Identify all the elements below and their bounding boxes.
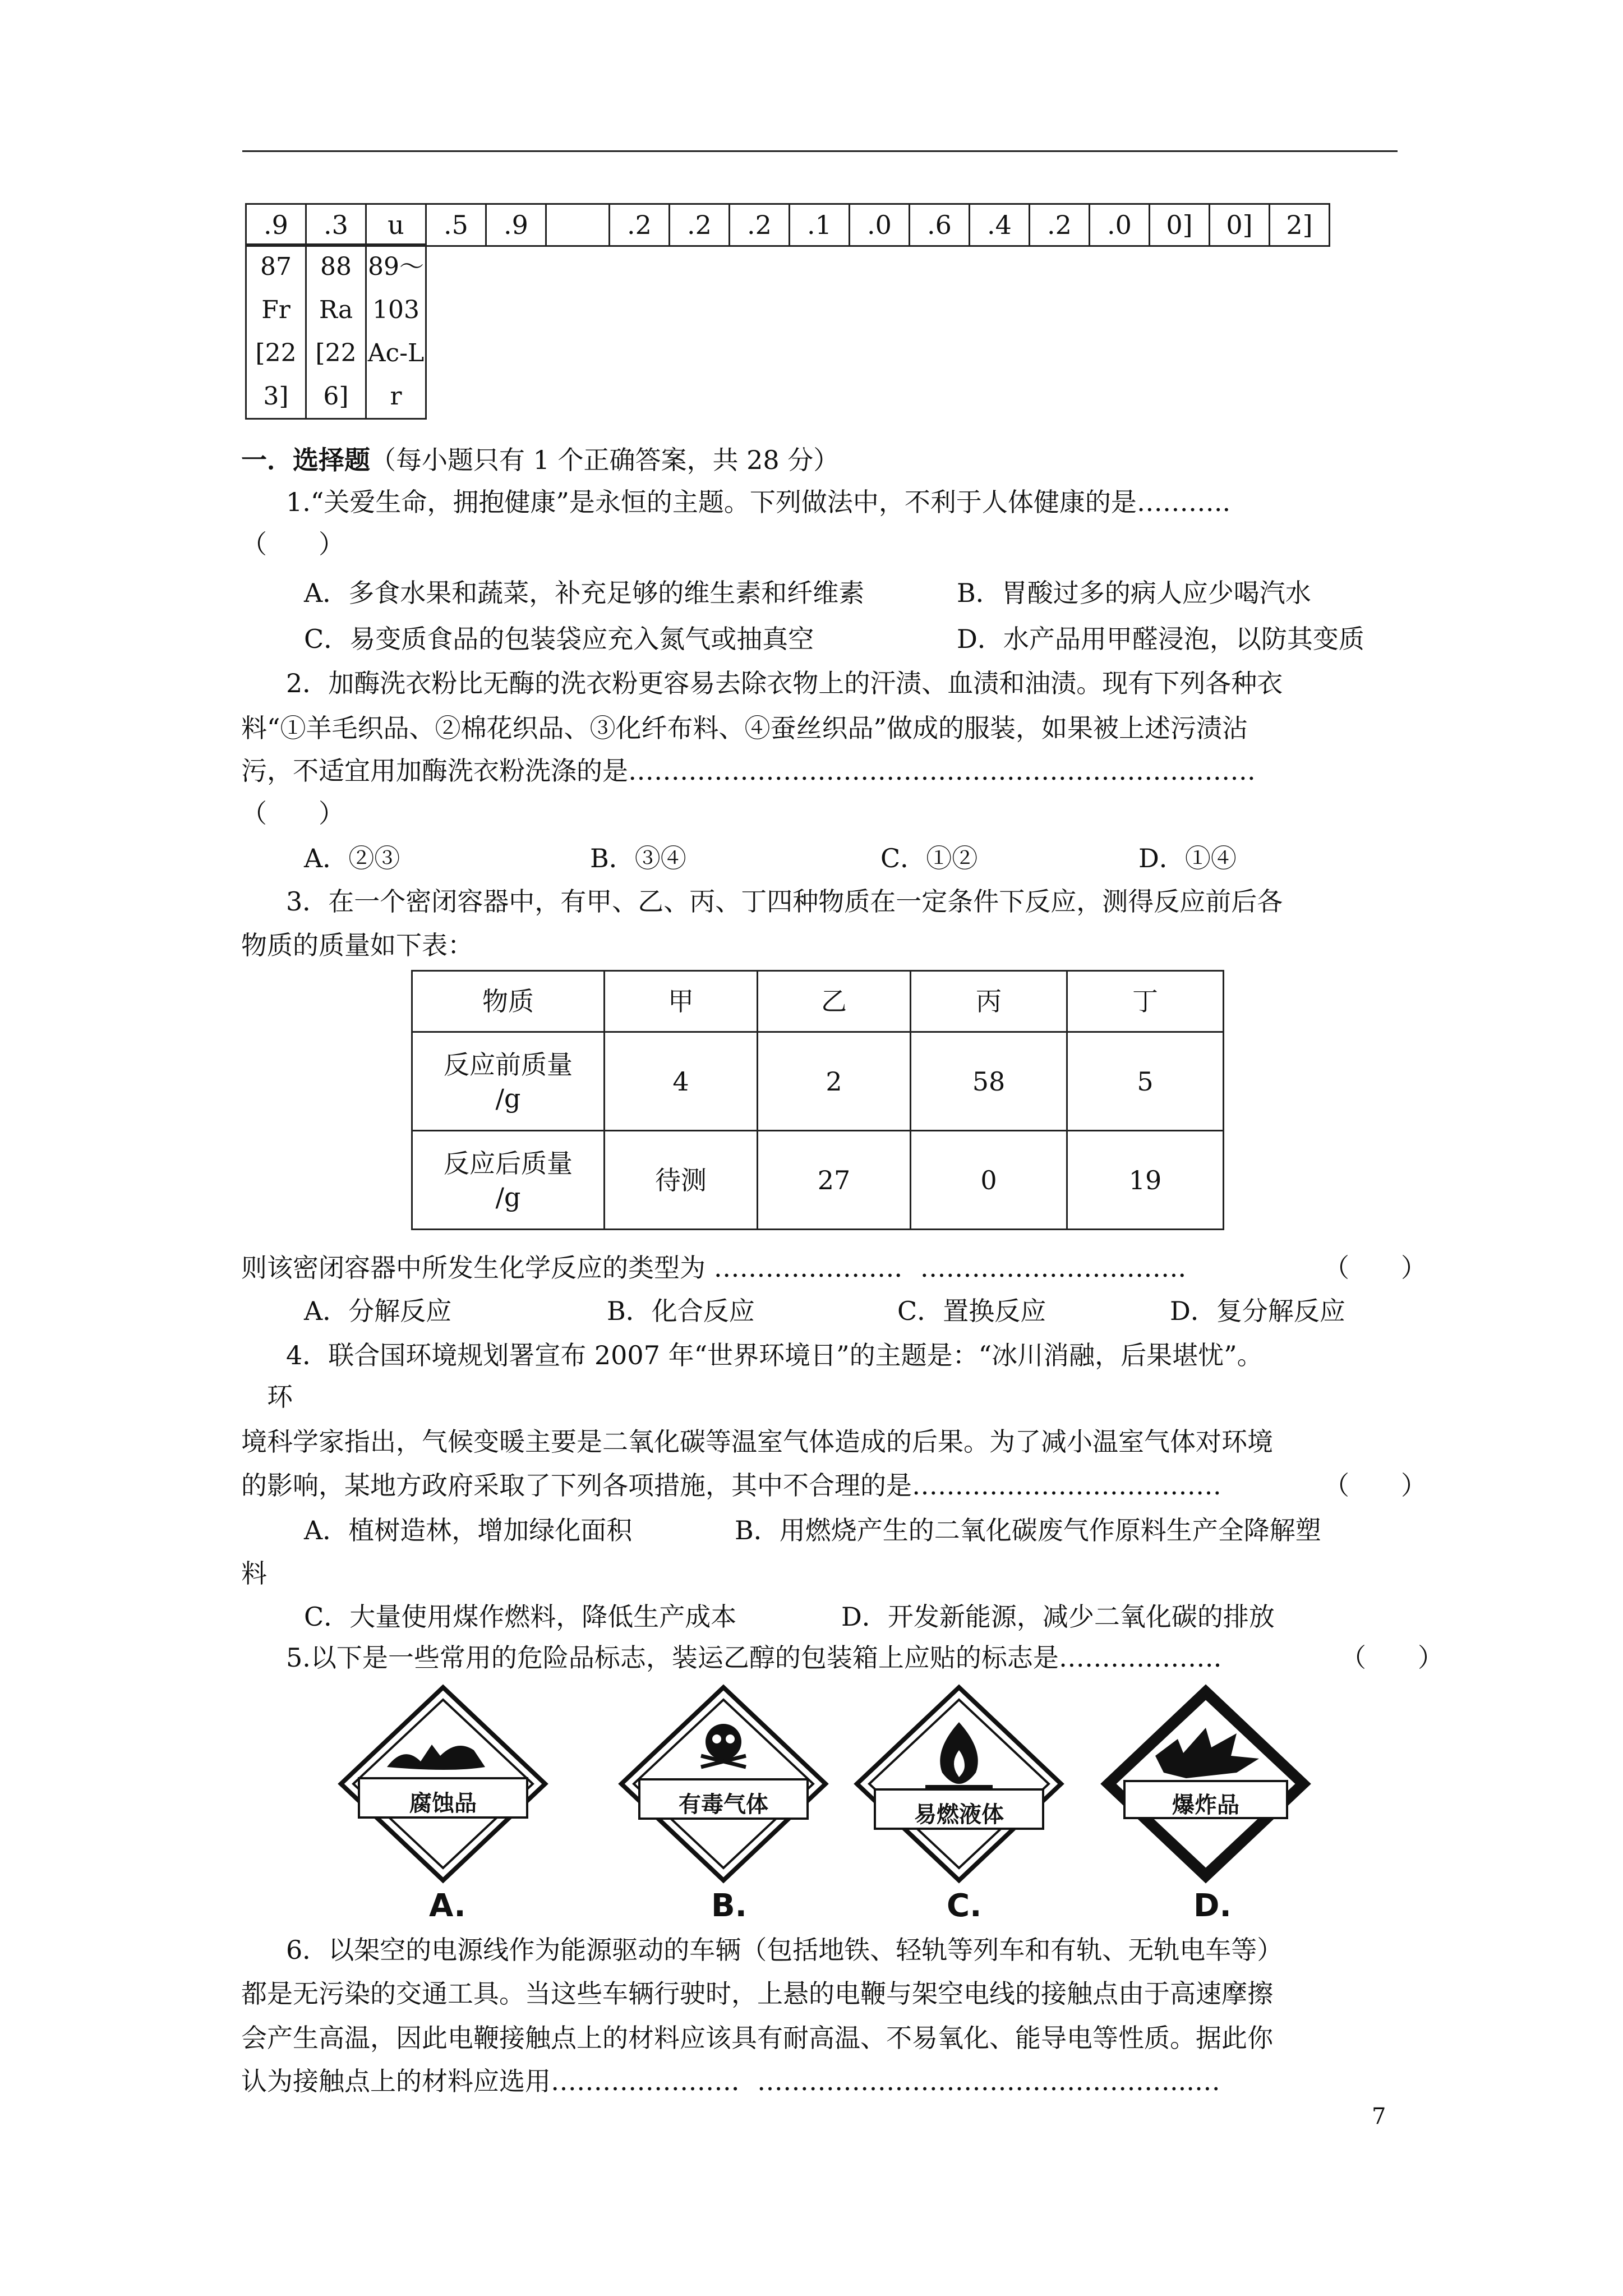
table-cell: 19	[1067, 1131, 1224, 1230]
q3-question: 则该密闭容器中所发生化学反应的类型为 …………………．…………………………．	[241, 1253, 1204, 1283]
q2-paren: （ ）	[241, 798, 344, 829]
pt-cell: .0	[850, 204, 910, 246]
q4-paren: （ ）	[1324, 1470, 1427, 1501]
q2-line1: 2．加酶洗衣粉比无酶的洗衣粉更容易去除衣物上的汗渍、血渍和油渍。现有下列各种衣	[286, 668, 1283, 698]
q6-line1: 6．以架空的电源线作为能源驱动的车辆（包括地铁、轻轨等列车和有轨、无轨电车等）	[286, 1935, 1283, 1965]
q3-paren: （ ）	[1324, 1253, 1427, 1283]
q4-line3: 的影响，某地方政府采取了下列各项措施，其中不合理的是………………………………	[241, 1470, 1221, 1501]
pt-cell-ra: 88 Ra [22 6]	[306, 245, 366, 419]
q2-option-c: C．①②	[880, 843, 978, 873]
q1-stem: 1.“关爱生命，拥抱健康”是永恒的主题。下列做法中，不利于人体健康的是………..	[286, 487, 1231, 517]
periodic-table-row	[245, 203, 1330, 247]
q5-stem: 5.以下是一些常用的危险品标志，装运乙醇的包装箱上应贴的标志是………………．	[286, 1642, 1239, 1673]
pt-cell: .2	[670, 204, 730, 246]
pt-cell: .1	[790, 204, 850, 246]
pt-cell	[546, 204, 610, 246]
pt-cell-fr: 87 Fr [22 3]	[246, 245, 306, 419]
pt-cell: .6	[910, 204, 970, 246]
table-cell: 2	[758, 1032, 911, 1131]
pt-cell: .4	[970, 204, 1030, 246]
header-rule	[242, 150, 1398, 152]
pt-cell: .2	[1030, 204, 1090, 246]
table-header: 物质	[412, 971, 605, 1032]
pt-cell-aclr: 89～ 103 Ac-L r	[366, 245, 426, 419]
table-header: 甲	[605, 971, 758, 1032]
q4-option-b-cont: 料	[241, 1558, 267, 1589]
table-row	[412, 1032, 1224, 1131]
pt-cell: .3	[306, 204, 366, 246]
q6-line2: 都是无污染的交通工具。当这些车辆行驶时，上悬的电鞭与架空电线的接触点由于高速摩擦	[241, 1978, 1273, 2009]
pt-cell: .0	[1090, 204, 1150, 246]
pt-cell: .9	[246, 204, 306, 246]
periodic-table-row-7	[245, 243, 427, 420]
q1-option-b: B．胃酸过多的病人应少喝汽水	[957, 578, 1311, 608]
q3-line1: 3．在一个密闭容器中，有甲、乙、丙、丁四种物质在一定条件下反应，测得反应前后各	[286, 886, 1283, 917]
sign-a-letter: A.	[429, 1888, 466, 1924]
q6-line4: 认为接触点上的材料应选用…………………．…………………………………………...…	[241, 2066, 1220, 2096]
pt-cell: .9	[486, 204, 546, 246]
section-title: 一．选择题	[241, 445, 370, 475]
q3-option-a: A．分解反应	[304, 1296, 452, 1326]
explosive-icon	[1099, 1683, 1312, 1885]
sign-c-label: 易燃液体	[914, 1802, 1004, 1828]
q5-paren: （ ）	[1340, 1642, 1444, 1673]
sign-d-letter: D.	[1193, 1888, 1232, 1924]
q4-line2: 境科学家指出，气候变暖主要是二氧化碳等温室气体造成的后果。为了减小温室气体对环境	[241, 1427, 1273, 1457]
table-cell: 待测	[605, 1131, 758, 1230]
table-cell: 0	[911, 1131, 1067, 1230]
q4-line1b: 环	[267, 1382, 293, 1412]
q2-line2: 料“①羊毛织品、②棉花织品、③化纤布料、④蚕丝织品”做成的服装，如果被上述污渍沾	[241, 713, 1248, 743]
q2-option-d: D．①④	[1138, 843, 1237, 873]
table-header: 乙	[758, 971, 911, 1032]
q4-option-d: D．开发新能源，减少二氧化碳的排放	[841, 1602, 1275, 1632]
sign-d-label: 爆炸品	[1172, 1792, 1239, 1818]
pt-cell: .5	[426, 204, 486, 246]
q3-option-c: C．置换反应	[897, 1296, 1046, 1326]
q4-option-c: C．大量使用煤作燃料，降低生产成本	[304, 1602, 737, 1632]
table-header: 丙	[911, 971, 1067, 1032]
sign-a-label: 腐蚀品	[409, 1791, 477, 1816]
q6-line3: 会产生高温，因此电鞭接触点上的材料应该具有耐高温、不易氧化、能导电等性质。据此你	[241, 2023, 1273, 2053]
q3-mass-table	[411, 970, 1224, 1230]
q4-line1: 4．联合国环境规划署宣布 2007 年“世界环境日”的主题是：“冰川消融，后果堪忧”。	[286, 1340, 1263, 1370]
pt-cell: 0]	[1150, 204, 1210, 246]
row-label: 反应前质量 /g	[412, 1032, 605, 1131]
q2-option-a: A．②③	[304, 843, 400, 873]
sign-c-letter: C.	[947, 1888, 982, 1924]
section-note: （每小题只有 1 个正确答案，共 28 分）	[370, 445, 840, 475]
sign-b-letter: B.	[711, 1888, 747, 1924]
q1-paren: （ ）	[241, 529, 344, 559]
toxic-gas-icon	[617, 1683, 830, 1885]
q1-option-d: D．水产品用甲醛浸泡，以防其变质	[957, 624, 1364, 654]
pt-cell: 2]	[1270, 204, 1330, 246]
q3-option-b: B．化合反应	[607, 1296, 755, 1326]
q3-option-d: D．复分解反应	[1170, 1296, 1345, 1326]
q4-option-a: A．植树造林，增加绿化面积	[304, 1515, 633, 1545]
q2-option-b: B．③④	[590, 843, 686, 873]
q3-line2: 物质的质量如下表：	[241, 930, 473, 960]
q2-line3: 污，不适宜用加酶洗衣粉洗涤的是……………………………………………………………….	[241, 756, 1256, 786]
q1-option-a: A．多食水果和蔬菜，补充足够的维生素和纤维素	[304, 578, 865, 608]
q1-option-c: C．易变质食品的包装袋应充入氮气或抽真空	[304, 624, 814, 654]
page-number: 7	[1372, 2104, 1386, 2129]
table-row	[412, 1131, 1224, 1230]
table-header: 丁	[1067, 971, 1224, 1032]
pt-cell: u	[366, 204, 426, 246]
table-cell: 27	[758, 1131, 911, 1230]
section-heading	[241, 443, 839, 477]
pt-cell: .2	[730, 204, 790, 246]
sign-b-label: 有毒气体	[679, 1792, 768, 1818]
pt-cell: .2	[610, 204, 670, 246]
table-cell: 58	[911, 1032, 1067, 1131]
corrosive-icon	[336, 1683, 550, 1885]
table-cell: 4	[605, 1032, 758, 1131]
table-cell: 5	[1067, 1032, 1224, 1131]
hazard-signs	[336, 1683, 1430, 1924]
row-label: 反应后质量 /g	[412, 1131, 605, 1230]
q4-option-b: B．用燃烧产生的二氧化碳废气作原料生产全降解塑	[735, 1515, 1321, 1545]
flammable-liquid-icon	[852, 1683, 1066, 1885]
pt-cell: 0]	[1210, 204, 1270, 246]
